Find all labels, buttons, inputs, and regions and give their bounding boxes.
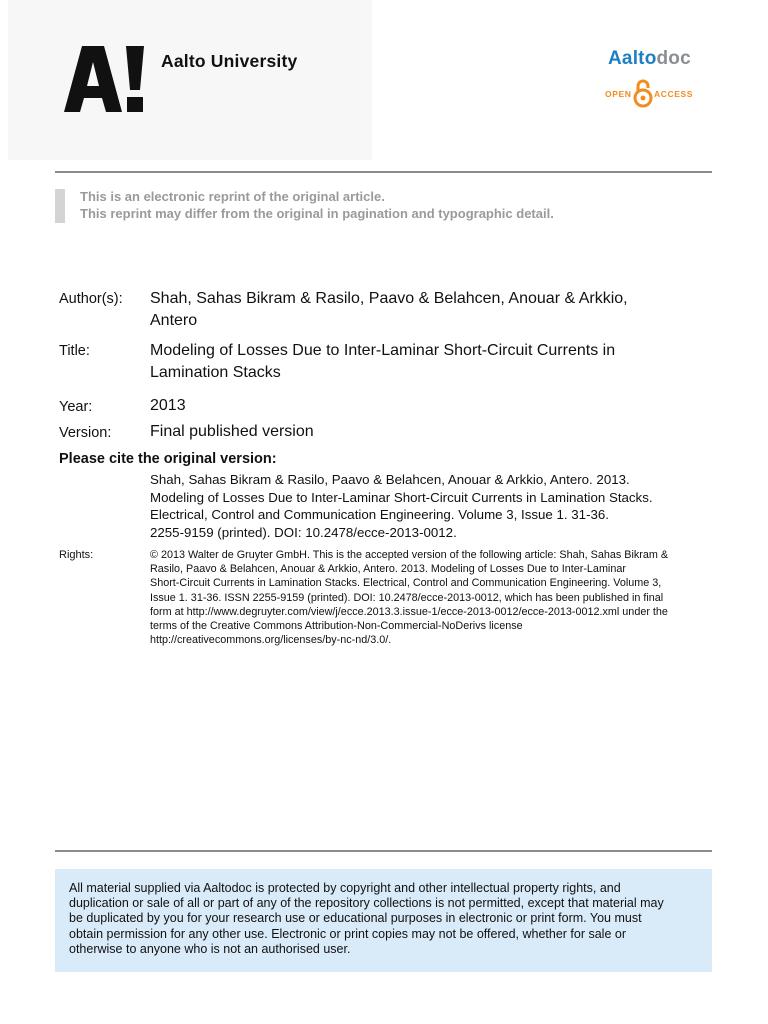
- reprint-notice-line: This reprint may differ from the original in pagination and typographic detail.: [80, 206, 554, 221]
- title-value: Modeling of Losses Due to Inter-Laminar Short-Circuit Currents in Lamination Stacks: [150, 342, 616, 381]
- bottom-divider: [55, 850, 712, 852]
- top-divider: [55, 171, 712, 173]
- reprint-notice-line: This is an electronic reprint of the original article.: [80, 189, 385, 204]
- logo-panel: [8, 0, 372, 160]
- citation-text: Shah, Sahas Bikram & Rasilo, Paavo & Belahcen, Anouar & Arkkio, Antero. 2013. Modeling of Losses Due to Inter-Laminar Short-Circuit Currents in Lamination Stacks. Electrical, Control and Communication Engineering. Volume 3, Issue 1. 31-36. 2255-9159 (printed). DOI: 10.2478/ecce-2013-0012.: [150, 472, 653, 540]
- title-label: Title:: [59, 343, 90, 359]
- footer-text: All material supplied via Aaltodoc is protected by copyright and other intellectual property rights, and duplication or sale of all or part of any of the repository collections is not permitted, except that material may be duplicated by you for your research use or educational purposes in electronic or print form. You must obtain permission for any other use. Electronic or print copies may not be offered, whether for sale or otherwise to anyone who is not an authorised user.: [69, 881, 664, 956]
- copyright-footer: [55, 869, 712, 972]
- aaltodoc-logo: Aaltodoc: [608, 48, 691, 69]
- version-value: Final published version: [150, 423, 314, 440]
- university-name: Aalto University: [161, 51, 298, 71]
- year-label: Year:: [59, 399, 93, 415]
- authors-label: Author(s):: [59, 291, 123, 307]
- year-value: 2013: [150, 397, 186, 414]
- version-label: Version:: [59, 425, 112, 441]
- cite-heading: Please cite the original version:: [59, 451, 277, 467]
- notice-bar: [55, 189, 65, 223]
- open-access-badge: [605, 78, 705, 110]
- rights-label: Rights:: [59, 549, 94, 561]
- reprint-notice: [80, 188, 554, 222]
- authors-value: Shah, Sahas Bikram & Rasilo, Paavo & Belahcen, Anouar & Arkkio, Antero: [150, 290, 628, 329]
- rights-text: © 2013 Walter de Gruyter GmbH. This is the accepted version of the following article: Shah, Sahas Bikram & Rasilo, Paavo & Belahcen, Anouar & Arkkio, Antero. 2013. Modeling of Losses Due to Inter-Laminar Short-Circuit Currents in Lamination Stacks. Electrical, Control and Communication Engineering. Volume 3, Issue 1. 31-36. ISSN 2255-9159 (printed). DOI: 10.2478/ecce-2013-0012, which has been published in final form at http://www.degruyter.com/view/j/ecce.2013.3.issue-1/ecce-2013-0012/ecce-2013-0012.xml under the terms of the Creative Commons Attribution-Non-Commercial-NoDerivs license http://creativecommons.org/licenses/by-nc-nd/3.0/.: [150, 549, 669, 647]
- open-access-word-access: ACCESS: [654, 89, 694, 99]
- open-access-lock-icon: [633, 78, 653, 108]
- aalto-logo-mark: [64, 46, 144, 112]
- open-access-word-open: OPEN: [605, 89, 632, 99]
